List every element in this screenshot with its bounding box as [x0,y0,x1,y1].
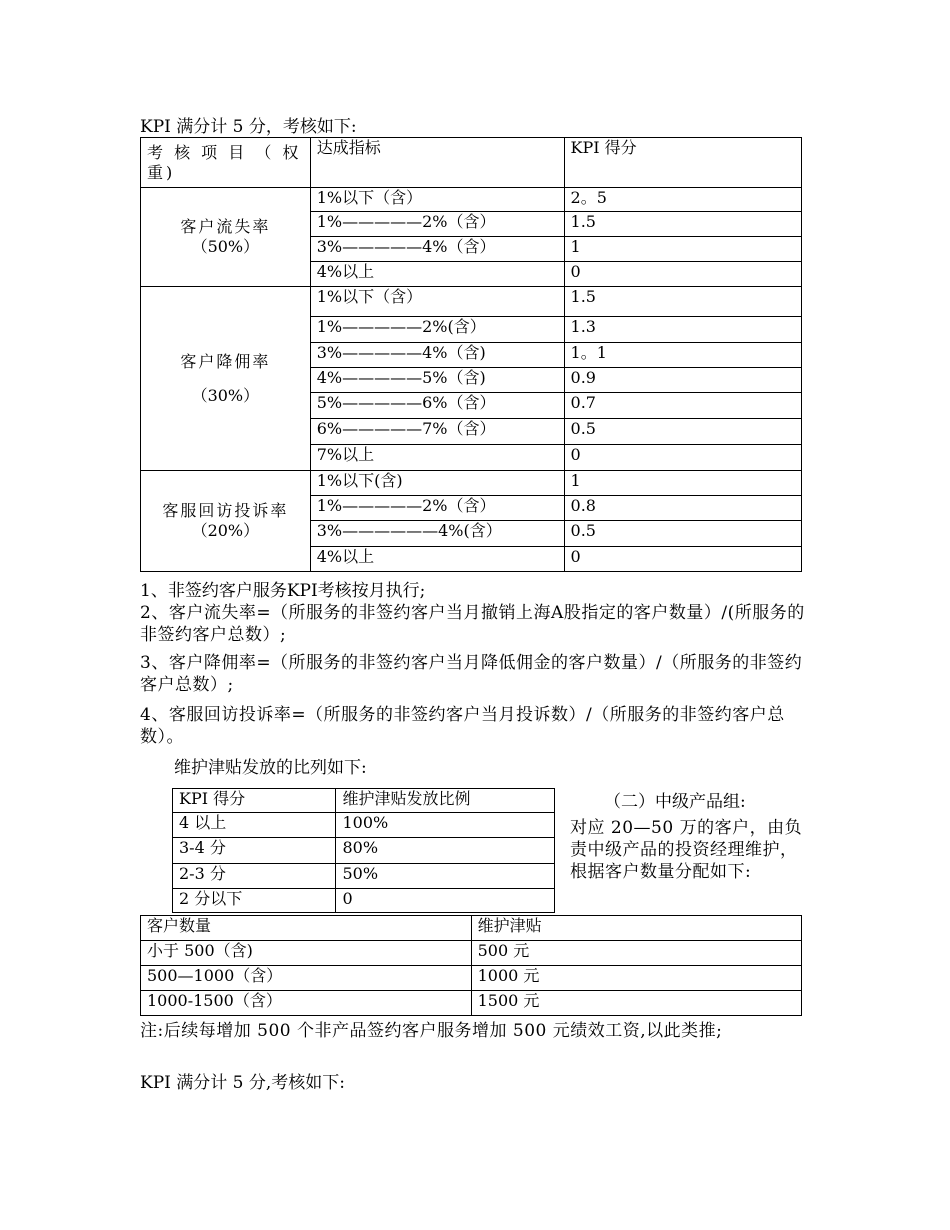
table-row [141,991,802,1016]
header-kpi-score: KPI 得分 [173,789,336,813]
section-body: 对应 20—50 万的客户，由负责中级产品的投资经理维护，根据客户数量分配如下: [570,818,803,882]
kpi-intro-2: KPI 满分计 5 分,考核如下: [140,1073,346,1093]
score-cell: 1 [564,237,801,262]
table-row [173,889,555,913]
score-cell: 0.5 [564,521,801,547]
category-name: 客服回访投诉率 [162,501,289,520]
category-weight: （30%） [191,385,260,405]
note-1: 1、非签约客户服务KPI考核按月执行; [140,581,426,601]
score-cell: 1.3 [564,317,801,343]
score-cell: 3-4 分 [173,838,336,864]
score-cell: 0 [564,547,801,572]
score-cell: 2-3 分 [173,864,336,889]
kpi-intro: KPI 满分计 5 分，考核如下: [140,117,357,137]
range-cell: 4%—————5%（含) [310,368,564,393]
count-cell: 小于 500（含) [141,941,472,966]
table-row [141,471,802,496]
range-cell: 1%以下（含） [310,188,564,212]
range-cell: 4%以上 [310,262,564,287]
score-cell: 0.9 [564,368,801,393]
count-cell: 500—1000（含） [141,966,472,991]
section-heading: （二）中级产品组: [604,792,746,812]
score-cell: 0.5 [564,419,801,445]
score-cell: 1。1 [564,343,801,368]
category-cell [141,287,311,471]
allowance-intro: 维护津贴发放的比列如下: [174,758,367,778]
score-cell: 0 [564,445,801,471]
allowance-cell: 1000 元 [471,966,801,991]
note-2: 2、客户流失率=（所服务的非签约客户当月撤销上海A股指定的客户数量）/(所服务的非签约客户总数）; [140,603,805,645]
range-cell: 1%以下(含) [310,471,564,496]
table-row [173,864,555,889]
table-row [141,916,802,941]
kpi-table [140,137,802,572]
footnote: 注:后续每增加 500 个非产品签约客户服务增加 500 元绩效工资,以此类推; [140,1021,723,1041]
ratio-cell: 50% [336,864,555,889]
note-4: 4、客服回访投诉率=（所服务的非签约客户当月投诉数）/（所服务的非签约客户总数）。 [140,705,785,747]
score-cell: 0.7 [564,393,801,419]
category-name: 客户流失率 [180,217,271,236]
table-row [141,287,802,317]
range-cell: 3%—————4%（含） [310,237,564,262]
header-score: KPI 得分 [564,138,801,188]
header-ratio: 维护津贴发放比例 [336,789,555,813]
score-cell: 0 [564,262,801,287]
note-3: 3、客户降佣率=（所服务的非签约客户当月降低佣金的客户数量）/（所服务的非签约客户总数）; [140,653,803,695]
allowance-cell: 500 元 [471,941,801,966]
customer-table [140,915,802,1016]
table-row [141,966,802,991]
category-cell [141,471,311,572]
header-customer-count: 客户数量 [141,916,472,941]
header-target: 达成指标 [310,138,564,188]
range-cell: 4%以上 [310,547,564,572]
range-cell: 1%—————2%（含） [310,212,564,237]
score-cell: 2。5 [564,188,801,212]
range-cell: 5%—————6%（含） [310,393,564,419]
range-cell: 1%—————2%(含） [310,317,564,343]
category-weight: （20%） [191,521,260,540]
header-item: 考 核 项 目 （ 权 重) [141,138,311,188]
table-row [141,941,802,966]
score-cell: 0.8 [564,496,801,521]
allowance-table [172,788,555,913]
table-row [173,789,555,813]
range-cell: 7%以上 [310,445,564,471]
range-cell: 6%—————7%（含） [310,419,564,445]
kpi-table-header [141,138,802,188]
table-row [141,188,802,212]
category-name: 客户降佣率 [180,351,271,371]
range-cell: 1%—————2%（含） [310,496,564,521]
range-cell: 1%以下（含） [310,287,564,317]
category-weight: （50%） [191,237,260,256]
score-cell: 2 分以下 [173,889,336,913]
table-row [173,838,555,864]
table-row [173,813,555,838]
score-cell: 4 以上 [173,813,336,838]
ratio-cell: 0 [336,889,555,913]
score-cell: 1.5 [564,287,801,317]
range-cell: 3%—————4%（含) [310,343,564,368]
ratio-cell: 100% [336,813,555,838]
score-cell: 1.5 [564,212,801,237]
range-cell: 3%——————4%(含） [310,521,564,547]
allowance-cell: 1500 元 [471,991,801,1016]
header-allowance: 维护津贴 [471,916,801,941]
ratio-cell: 80% [336,838,555,864]
category-cell [141,188,311,287]
score-cell: 1 [564,471,801,496]
count-cell: 1000-1500（含） [141,991,472,1016]
